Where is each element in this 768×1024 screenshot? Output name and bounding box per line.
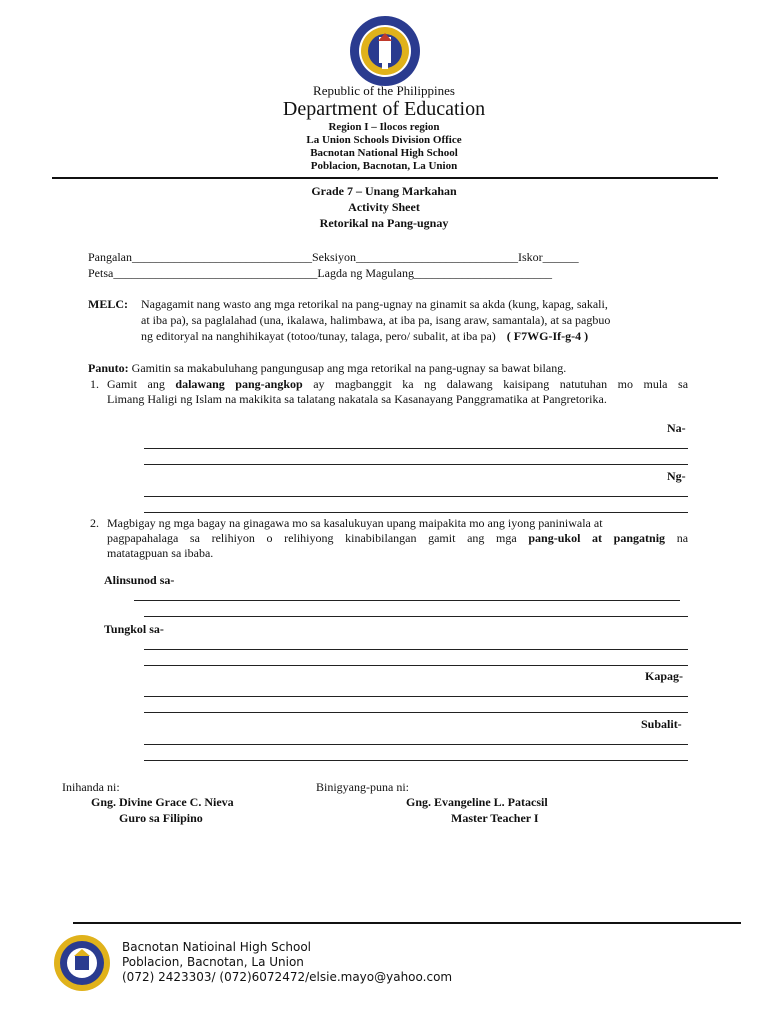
answer-line[interactable] xyxy=(144,464,688,465)
item1-pre: Gamit ang xyxy=(107,377,165,391)
republic-text: Republic of the Philippines xyxy=(313,83,455,98)
item1-line-1 xyxy=(107,377,688,392)
footer-contact: (072) 2423303/ (072)6072472/elsie.mayo@yahoo.com xyxy=(122,970,453,984)
item2-line-1: Magbigay ng mga bagay na ginagawa mo sa kasalukuyan upang maipakita mo ang iyong paniniwala at xyxy=(107,516,603,530)
panuto xyxy=(88,361,566,376)
melc-code: ( F7WG-If-g-4 ) xyxy=(506,329,589,343)
division-text: La Union Schools Division Office xyxy=(306,134,462,146)
reviewed-by-name: Gng. Evangeline L. Patacsil xyxy=(406,795,548,809)
label-ng: Ng- xyxy=(667,469,686,483)
date-parent-signature-field[interactable]: Petsa__________________________________Lagda ng Magulang_______________________ xyxy=(88,266,552,280)
prepared-by-title: Guro sa Filipino xyxy=(119,811,203,825)
panuto-label: Panuto: xyxy=(88,361,129,375)
footer-address: Poblacion, Bacnotan, La Union xyxy=(122,955,304,969)
answer-line[interactable] xyxy=(144,616,688,617)
answer-line[interactable] xyxy=(144,744,688,745)
label-na: Na- xyxy=(667,421,686,435)
melc-line-3 xyxy=(141,329,588,344)
answer-line[interactable] xyxy=(144,696,688,697)
name-section-score-field[interactable]: Pangalan______________________________Seksiyon___________________________Iskor______ xyxy=(88,250,579,264)
item1-number: 1. xyxy=(90,377,99,391)
item2-number: 2. xyxy=(90,516,99,530)
footer-school: Bacnotan Natioinal High School xyxy=(122,940,311,954)
label-tungkol: Tungkol sa- xyxy=(104,622,164,636)
activity-title: Activity Sheet xyxy=(348,200,420,214)
answer-line[interactable] xyxy=(144,448,688,449)
department-title: Department of Education xyxy=(282,98,486,120)
item1-line-2: Limang Haligi ng Islam na makikita sa talatang nakatala sa Kasanayang Panggramatika at Pangretorika. xyxy=(107,392,607,406)
school-seal-logo xyxy=(53,934,111,992)
item2-line-2 xyxy=(107,531,688,546)
label-alinsunod: Alinsunod sa- xyxy=(104,573,175,587)
melc-line-3-text: ng editoryal na nanghihikayat (totoo/tunay, talaga, pero/ subalit, at iba pa) xyxy=(141,329,496,343)
region-text: Region I – Ilocos region xyxy=(328,121,440,133)
school-text: Bacnotan National High School xyxy=(310,147,458,159)
prepared-by-label: Inihanda ni: xyxy=(62,780,120,794)
answer-line[interactable] xyxy=(144,512,688,513)
item2-line2-post: na xyxy=(676,531,689,545)
address-text: Poblacion, Bacnotan, La Union xyxy=(310,160,458,172)
melc-label: MELC: xyxy=(88,297,128,311)
prepared-by-name: Gng. Divine Grace C. Nieva xyxy=(91,795,234,809)
answer-line[interactable] xyxy=(144,496,688,497)
item1-bold: dalawang pang-angkop xyxy=(175,377,303,391)
melc-line-2: at iba pa), sa paglalahad (una, ikalawa, halimbawa, at iba pa, isang araw, samantala), at sa pagbuo xyxy=(141,313,611,327)
item1-post: ay magbanggit ka ng dalawang kaisipang natutuhan mo mula sa xyxy=(313,377,689,391)
answer-line[interactable] xyxy=(134,600,680,601)
answer-line[interactable] xyxy=(144,665,688,666)
melc-line-1: Nagagamit nang wasto ang mga retorikal na pang-ugnay na ginamit sa akda (kung, kapag, sakali, xyxy=(141,297,608,311)
label-subalit: Subalit- xyxy=(641,717,682,731)
item2-line-3: matatagpuan sa ibaba. xyxy=(107,546,214,560)
reviewed-by-label: Binigyang-puna ni: xyxy=(316,780,409,794)
item2-line2-bold: pang-ukol at pangatnig xyxy=(528,531,666,545)
grade-title: Grade 7 – Unang Markahan xyxy=(311,184,457,198)
label-kapag: Kapag- xyxy=(645,669,684,683)
topic-title: Retorikal na Pang-ugnay xyxy=(319,216,449,230)
deped-seal-logo xyxy=(349,15,421,87)
item2-line2-pre: pagpapahalaga sa relihiyon o relihiyong kinabibilangan gamit ang mga xyxy=(107,531,517,545)
panuto-text: Gamitin sa makabuluhang pangungusap ang mga retorikal na pang-ugnay sa bawat bilang. xyxy=(131,361,567,375)
answer-line[interactable] xyxy=(144,649,688,650)
answer-line[interactable] xyxy=(144,760,688,761)
footer-divider xyxy=(73,922,741,924)
answer-line[interactable] xyxy=(144,712,688,713)
reviewed-by-title: Master Teacher I xyxy=(451,811,539,825)
header-divider xyxy=(52,177,718,179)
